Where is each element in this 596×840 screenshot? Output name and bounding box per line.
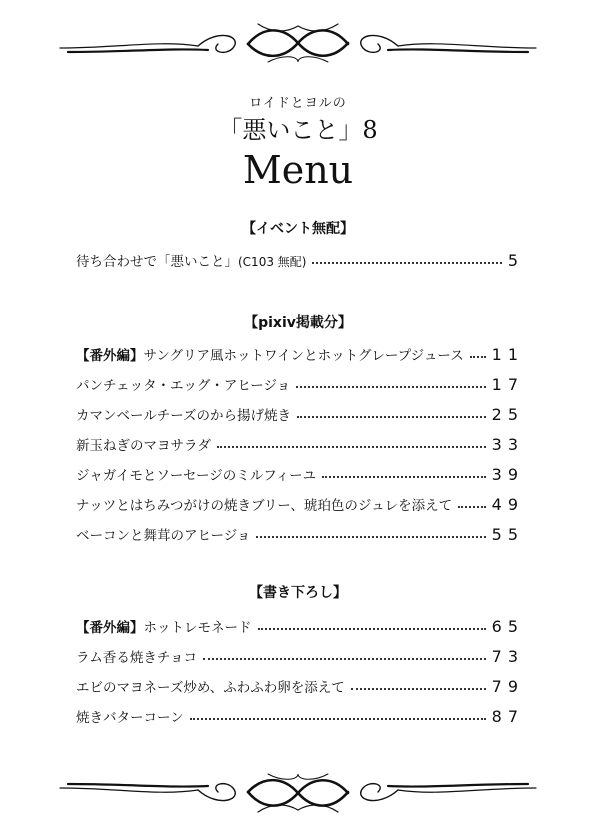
toc-entry-label: 待ち合わせで「悪いこと」(C103 無配)	[76, 254, 307, 270]
toc-entry-label: カマンベールチーズのから揚げ焼き	[76, 408, 292, 424]
flourish-icon	[58, 18, 538, 68]
bottom-ornament	[58, 768, 538, 818]
dot-leader	[217, 444, 486, 448]
dot-leader	[312, 260, 501, 264]
section-heading-pixiv: 【pixiv掲載分】	[244, 315, 352, 331]
top-ornament	[58, 18, 538, 68]
toc-entry[interactable]	[76, 706, 524, 726]
toc-entry-label: ジャガイモとソーセージのミルフィーユ	[76, 468, 317, 484]
toc-entry-label: ベーコンと舞茸のアヒージョ	[76, 528, 251, 544]
toc-entry[interactable]	[76, 676, 524, 696]
toc-entry-page: 33	[491, 434, 524, 454]
toc-entry-page: 11	[491, 344, 524, 364]
toc-entry-label: ナッツとはちみつがけの焼きブリー、琥珀色のジュレを添えて	[76, 498, 453, 514]
toc-entry-page: 25	[491, 404, 524, 424]
toc-entry-page: 39	[491, 464, 524, 484]
dot-leader	[322, 474, 485, 478]
toc-entry-page: 79	[491, 676, 524, 696]
section-heading-original: 【書き下ろし】	[249, 585, 347, 601]
toc-entry-label: 新玉ねぎのマヨサラダ	[76, 438, 211, 454]
toc-entry[interactable]	[76, 404, 524, 424]
toc-entry-prefix: 【番外編】	[76, 620, 144, 636]
dot-leader	[470, 354, 486, 358]
dot-leader	[297, 414, 486, 418]
toc-entry-label: 【番外編】ホットレモネード	[76, 620, 252, 636]
toc-entry[interactable]	[76, 646, 524, 666]
dot-leader	[190, 716, 486, 720]
toc-entry[interactable]	[76, 616, 524, 636]
toc-entry-label: 焼きバターコーン	[76, 710, 184, 726]
toc-entry-page: 73	[491, 646, 524, 666]
toc-entry[interactable]	[76, 494, 524, 514]
toc-entry-label: 【番外編】サングリア風ホットワインとホットグレープジュース	[76, 348, 464, 364]
toc-entry[interactable]	[76, 374, 524, 394]
dot-leader	[256, 534, 485, 538]
toc-entry-label: パンチェッタ・エッグ・アヒージョ	[76, 378, 291, 394]
toc-entry-label: エビのマヨネーズ炒め、ふわふわ卵を添えて	[76, 680, 345, 696]
flourish-icon	[58, 768, 538, 818]
toc-entry[interactable]	[76, 250, 524, 270]
menu-heading: Menu	[242, 148, 354, 192]
toc-entry-page: 49	[491, 494, 524, 514]
dot-leader	[258, 626, 486, 630]
toc-entry[interactable]	[76, 524, 524, 544]
toc-entry-label: ラム香る焼きチョコ	[76, 650, 197, 666]
toc-entry[interactable]	[76, 434, 524, 454]
toc-entry-prefix: 【番外編】	[76, 348, 144, 364]
section-heading-event: 【イベント無配】	[242, 221, 354, 237]
dot-leader	[458, 504, 486, 508]
toc-entry-page: 87	[491, 706, 524, 726]
book-title: 「悪いこと」8	[218, 116, 378, 144]
toc-entry-page: 17	[491, 374, 524, 394]
toc-entry-note: (C103 無配)	[238, 255, 307, 269]
toc-entry[interactable]	[76, 344, 524, 364]
book-subtitle: ロイドとヨルの	[249, 96, 347, 111]
toc-entry-page: 55	[491, 524, 524, 544]
toc-entry-page: 5	[507, 250, 524, 270]
dot-leader	[351, 686, 486, 690]
toc-entry-page: 65	[491, 616, 524, 636]
toc-entry[interactable]	[76, 464, 524, 484]
dot-leader	[203, 656, 486, 660]
dot-leader	[296, 384, 485, 388]
